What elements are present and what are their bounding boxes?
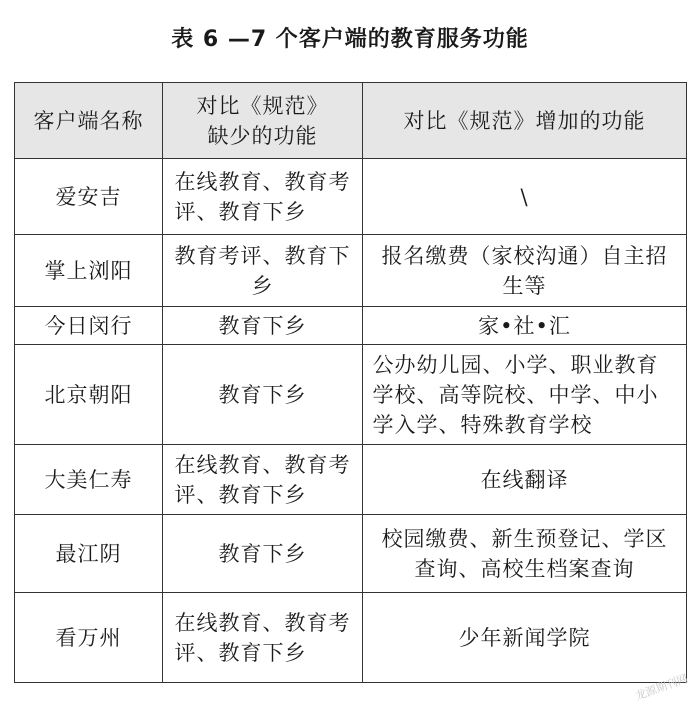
missing-cell: 教育下乡 xyxy=(163,345,363,445)
added-cell xyxy=(363,515,687,593)
header-missing-text: 对比《规范》缺少的功能 xyxy=(196,93,329,148)
missing-text: 在线教育、教育考评、教育下乡 xyxy=(174,169,351,224)
header-missing-functions xyxy=(163,83,363,159)
watermark-logo: 龙源期刊网 xyxy=(633,671,690,703)
header-added-functions: 对比《规范》增加的功能 xyxy=(363,83,687,159)
client-name-cell: 大美仁寿 xyxy=(15,445,163,515)
table-row xyxy=(15,235,687,307)
missing-cell: 教育下乡 xyxy=(163,515,363,593)
client-name-cell: 最江阴 xyxy=(15,515,163,593)
added-text: 报名缴费（家校沟通）自主招生等 xyxy=(381,243,668,298)
header-client-name: 客户端名称 xyxy=(15,83,163,159)
missing-cell xyxy=(163,235,363,307)
table-row xyxy=(15,159,687,235)
missing-cell xyxy=(163,445,363,515)
added-cell: 家•社•汇 xyxy=(363,307,687,345)
missing-text: 在线教育、教育考评、教育下乡 xyxy=(174,610,351,665)
client-name-cell: 今日闵行 xyxy=(15,307,163,345)
education-services-table xyxy=(14,82,687,683)
missing-text: 在线教育、教育考评、教育下乡 xyxy=(174,452,351,507)
added-text: 公办幼儿园、小学、职业教育学校、高等院校、中学、中小学入学、特殊教育学校 xyxy=(372,352,659,437)
table-row xyxy=(15,307,687,345)
table-row xyxy=(15,345,687,445)
added-cell xyxy=(363,345,687,445)
table-row xyxy=(15,445,687,515)
table-header-row xyxy=(15,83,687,159)
missing-cell xyxy=(163,159,363,235)
table-row xyxy=(15,515,687,593)
missing-cell xyxy=(163,593,363,683)
client-name-cell: 北京朝阳 xyxy=(15,345,163,445)
table-row xyxy=(15,593,687,683)
missing-text: 教育考评、教育下乡 xyxy=(174,243,351,298)
missing-cell: 教育下乡 xyxy=(163,307,363,345)
client-name-cell: 掌上浏阳 xyxy=(15,235,163,307)
added-cell: \ xyxy=(363,159,687,235)
client-name-cell: 爱安吉 xyxy=(15,159,163,235)
added-cell xyxy=(363,235,687,307)
added-cell: 少年新闻学院 xyxy=(363,593,687,683)
added-cell: 在线翻译 xyxy=(363,445,687,515)
table-title: 表 6 —7 个客户端的教育服务功能 xyxy=(171,27,529,52)
client-name-cell: 看万州 xyxy=(15,593,163,683)
added-text: 校园缴费、新生预登记、学区查询、高校生档案查询 xyxy=(381,526,668,581)
